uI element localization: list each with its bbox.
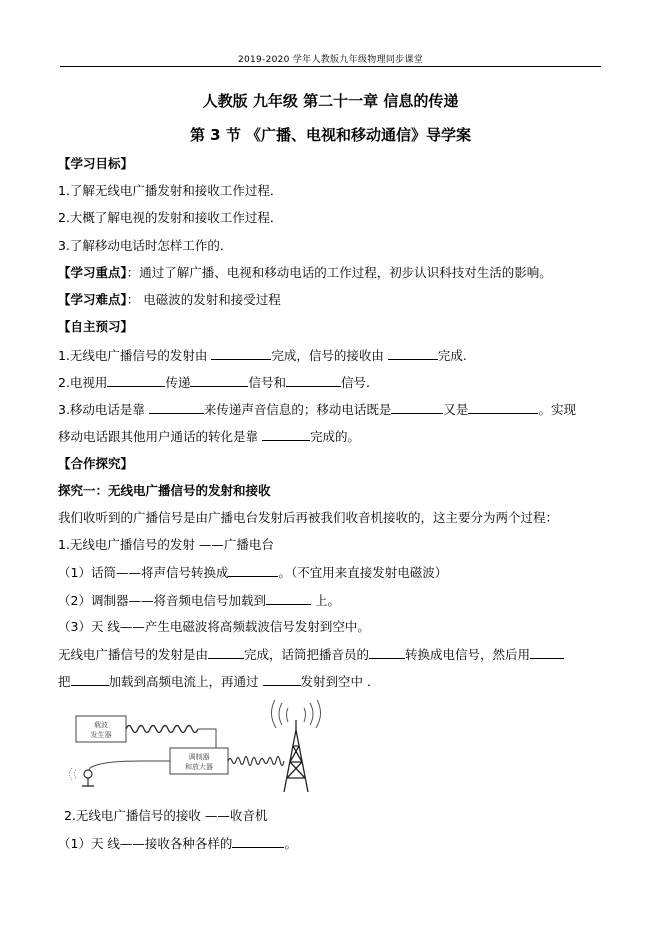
- fill-blank[interactable]: [369, 646, 405, 659]
- microphone-icon: [70, 768, 95, 786]
- fill-blank[interactable]: [228, 564, 278, 577]
- fill-blank[interactable]: [190, 374, 248, 387]
- preview-q3-cont: [58, 428, 360, 445]
- fill-blank[interactable]: [388, 347, 438, 360]
- box1-line-2: 发生器: [90, 731, 112, 739]
- key-point-line: [58, 265, 552, 281]
- q3c-text-b: 完成的。: [309, 429, 360, 444]
- s2a-text-a: （1）天 线——接收各种各样的: [58, 836, 233, 851]
- q3-text-d: 。实现: [538, 402, 576, 417]
- fill-blank[interactable]: [71, 673, 109, 686]
- step-1-title: 1.无线电广播信号的发射 ——广播电台: [58, 537, 274, 552]
- sum1-text-a: 无线电广播信号的发射是由: [58, 647, 209, 662]
- q3-text-a: 3.移动电话是靠: [58, 402, 149, 417]
- modulated-wave: [228, 757, 284, 766]
- step-2a: [58, 835, 297, 852]
- running-header: 2019-2020 学年人教版九年级物理同步课堂: [237, 55, 424, 65]
- sum2-text-c: 发射到空中 ．: [300, 674, 380, 689]
- goals-heading: 【学习目标】: [58, 156, 134, 171]
- difficulty-label: 【学习难点】: [58, 292, 127, 307]
- explore-intro: 我们收听到的广播信号是由广播电台发射后再被我们收音机接收的，这主要分为两个过程：: [58, 510, 559, 525]
- s1a-text-b: 。（不宜用来直接发射电磁波）: [278, 565, 448, 580]
- carrier-wave: [126, 726, 198, 733]
- broadcast-transmitter-diagram: [60, 700, 340, 800]
- explore-topic-1: 探究一：无线电广播信号的发射和接收: [58, 483, 271, 498]
- difficulty-line: [58, 292, 281, 308]
- step-1a: [58, 564, 447, 581]
- fill-blank[interactable]: [286, 374, 341, 387]
- s1b-text-b: 上。: [310, 593, 340, 608]
- box1-line-1: 载波: [94, 721, 108, 729]
- q2-text-d: 信号.: [340, 375, 370, 390]
- sum2-text-a: 把: [58, 674, 71, 689]
- key-point-text: ：通过了解广播、电视和移动电话的工作过程，初步认识科技对生活的影响。: [126, 265, 552, 280]
- box2-line-2: 和放大器: [185, 763, 213, 771]
- header-rule: [60, 66, 601, 67]
- fill-blank[interactable]: [208, 646, 244, 659]
- q3-text-b: 来传递声音信息的；移动电话既是: [203, 402, 392, 417]
- sum2-text-b: 加载到高频电流上，再通过: [108, 674, 263, 689]
- preview-q3: [58, 401, 576, 418]
- fill-blank[interactable]: [263, 673, 301, 686]
- goal-item-1: 1.了解无线电广播发射和接收工作过程．: [58, 183, 283, 198]
- carrier-generator-box: [76, 716, 126, 742]
- doc-subtitle: 第 3 节 《广播、电视和移动通信》导学案: [189, 126, 472, 144]
- modulator-amplifier-box: [170, 748, 228, 774]
- box2-line-1: 调制器: [188, 753, 210, 761]
- step-1b: [58, 592, 340, 609]
- sum1-text-b: 完成，话筒把播音员的: [244, 647, 370, 662]
- sum1-text-c: 转换成电信号，然后用: [405, 647, 531, 662]
- s1b-text-a: （2）调制器——将音频电信号加载到: [58, 593, 266, 608]
- summary-line-2: [58, 673, 379, 690]
- q2-text-c: 信号和: [248, 375, 286, 390]
- q3-text-c: 又是: [443, 402, 469, 417]
- q1-text-a: 1.无线电广播信号的发射由: [58, 348, 212, 363]
- q1-text-c: 完成.: [437, 348, 467, 363]
- fill-blank[interactable]: [107, 374, 165, 387]
- fill-blank[interactable]: [468, 401, 538, 414]
- q3c-text-a: 移动电话跟其他用户通话的转化是靠: [58, 429, 262, 444]
- explore-heading: 【合作探究】: [58, 456, 134, 471]
- q1-text-b: 完成，信号的接收由: [271, 348, 388, 363]
- difficulty-text: ： 电磁波的发射和接受过程: [126, 292, 281, 307]
- fill-blank[interactable]: [211, 347, 271, 360]
- q2-text-b: 传递: [165, 375, 191, 390]
- s2a-text-b: 。: [284, 836, 297, 851]
- summary-line-1: [58, 646, 564, 663]
- step-2-title: 2.无线电广播信号的接收 ——收音机: [64, 808, 268, 823]
- doc-title: 人教版 九年级 第二十一章 信息的传递: [202, 92, 459, 110]
- fill-blank[interactable]: [232, 835, 284, 848]
- preview-q2: [58, 374, 370, 391]
- preview-q1: [58, 347, 467, 364]
- preview-heading: 【自主预习】: [58, 319, 134, 334]
- antenna-tower-icon: [272, 700, 321, 792]
- step-1c: （3）天 线——产生电磁波将高频载波信号发射到空中。: [58, 619, 370, 634]
- s1a-text-a: （1）话筒——将声信号转换成: [58, 565, 229, 580]
- key-point-label: 【学习重点】: [58, 265, 127, 280]
- fill-blank[interactable]: [391, 401, 443, 414]
- goal-item-2: 2.大概了解电视的发射和接收工作过程．: [58, 210, 283, 225]
- fill-blank[interactable]: [530, 646, 564, 659]
- fill-blank[interactable]: [266, 592, 311, 605]
- q2-text-a: 2.电视用: [58, 375, 108, 390]
- fill-blank[interactable]: [262, 428, 310, 441]
- goal-item-3: 3.了解移动电话时怎样工作的．: [58, 238, 233, 253]
- fill-blank[interactable]: [149, 401, 204, 414]
